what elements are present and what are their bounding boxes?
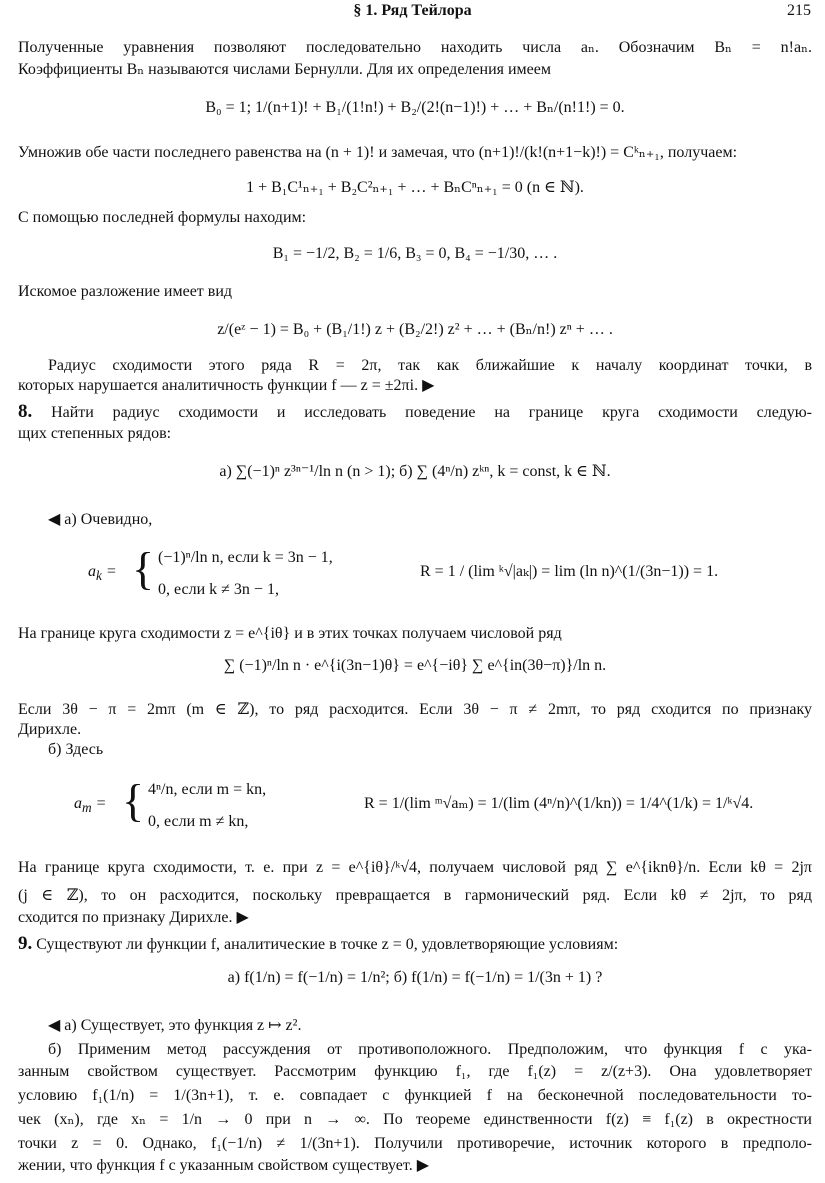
- equation-binomial-sum: 1 + B₁C¹ₙ₊₁ + B₂C²ₙ₊₁ + … + BₙCⁿₙ₊₁ = 0 (n ∈ ℕ).: [246, 179, 584, 196]
- paragraph-line: Если 3θ − π = 2mπ (m ∈ ℤ), то ряд расходится. Если 3θ − π ≠ 2mπ, то ряд сходится по признаку: [18, 701, 812, 718]
- equation-series-a-b: а) ∑(−1)ⁿ z³ⁿ⁻¹/ln n (n > 1); б) ∑ (4ⁿ/n) zᵏⁿ, k = const, k ∈ ℕ.: [219, 463, 611, 480]
- paragraph-line: Искомое разложение имеет вид: [18, 283, 233, 300]
- radius-formula: R = 1 / (lim ᵏ√|aₖ|) = lim (ln n)^(1/(3n−1)) = 1.: [420, 563, 719, 580]
- paragraph-line: Полученные уравнения позволяют последовательно находить числа aₙ. Обозначим Bₙ = n!aₙ.: [18, 39, 812, 56]
- section-title: § 1. Ряд Тейлора: [353, 2, 472, 19]
- paragraph-line: условию f₁(1/n) = 1/(3n+1), т. е. совпадает с функцией f на бесконечной последовательности то-: [18, 1087, 812, 1104]
- paragraph-line: щих степенных рядов:: [18, 425, 172, 442]
- case-line: 0, если m ≠ kn,: [148, 813, 249, 830]
- paragraph-line: сходится по признаку Дирихле. ▶: [18, 909, 249, 926]
- paragraph-line: которых нарушается аналитичность функции f — z = ±2πi. ▶: [18, 377, 435, 394]
- paragraph-line: ◀ а) Существует, это функция z ↦ z².: [48, 1017, 302, 1034]
- paragraph-line: чек (xₙ), где xₙ = 1/n → 0 при n → ∞. По теореме единственности f(z) ≡ f₁(z) в окрестности: [18, 1111, 812, 1128]
- paragraph-line: ◀ а) Очевидно,: [48, 511, 153, 528]
- paragraph-line: точки z = 0. Однако, f₁(−1/n) ≠ 1/(3n+1). Получили противоречие, источник которого в предполо-: [18, 1135, 812, 1152]
- equation-bernoulli-recurrence: B₀ = 1; 1/(n+1)! + B₁/(1!n!) + B₂/(2!(n−1)!) + … + Bₙ/(n!1!) = 0.: [205, 99, 625, 116]
- equation-coefficient-case-b: $a_m$ = { 4ⁿ/n, если m = kn, 0, если m ≠ kn, R = 1/(lim ᵐ√aₘ) = 1/(lim (4ⁿ/n)^(1/kn)) = 1/4^(1/k) = 1/ᵏ√4.: [74, 775, 754, 830]
- equation-coefficient-case: $a_k$ = { (−1)ⁿ/ln n, если k = 3n − 1, 0, если k ≠ 3n − 1, R = 1 / (lim ᵏ√|aₖ|) = lim (ln n)^(1/(3n−1)) = 1.: [88, 543, 719, 598]
- paragraph-line: б) Применим метод рассуждения от противоположного. Предположим, что функция f с ука-: [48, 1041, 812, 1058]
- paragraph-line: Умножив обе части последнего равенства на (n + 1)! и замечая, что (n+1)!/(k!(n+1−k)!) = Cᵏₙ₊₁, получаем:: [18, 144, 738, 161]
- radius-formula: R = 1/(lim ᵐ√aₘ) = 1/(lim (4ⁿ/n)^(1/kn)) = 1/4^(1/k) = 1/ᵏ√4.: [364, 795, 754, 812]
- paragraph-line: На границе круга сходимости z = e^{iθ} и в этих точках получаем числовой ряд: [18, 625, 562, 642]
- problem-text: Существуют ли функции f, аналитические в точке z = 0, удовлетворяющие условиям:: [36, 936, 619, 953]
- paragraph-line: С помощью последней формулы находим:: [18, 209, 307, 226]
- case-line: (−1)ⁿ/ln n, если k = 3n − 1,: [158, 549, 333, 566]
- case-line: 0, если k ≠ 3n − 1,: [158, 581, 279, 598]
- problem-9-line: [18, 934, 812, 954]
- paragraph-line: Радиус сходимости этого ряда R = 2π, так как ближайшие к началу координат точки, в: [48, 357, 812, 374]
- problem-number: 8.: [18, 402, 33, 422]
- equation-boundary-series: ∑ (−1)ⁿ/ln n · e^{i(3n−1)θ} = e^{−iθ} ∑ e^{in(3θ−π)}/ln n.: [223, 657, 607, 674]
- running-header: [0, 2, 825, 22]
- paragraph-line: жении, что функция f с указанным свойством существует. ▶: [18, 1157, 429, 1174]
- problem-text: Найти радиус сходимости и исследовать поведение на границе круга сходимости следую-: [51, 404, 812, 421]
- paragraph-line: Дирихле.: [18, 721, 82, 738]
- paragraph-line: (j ∈ ℤ), то он расходится, поскольку превращается в гармонический ряд. Если kθ ≠ 2jπ, то ряд: [18, 887, 812, 904]
- problem-number: 9.: [18, 934, 33, 954]
- paragraph-line: занным свойством существует. Рассмотрим функцию f₁, где f₁(z) = z/(z+3). Она удовлетворяет: [18, 1063, 812, 1080]
- equation-bernoulli-values: B₁ = −1/2, B₂ = 1/6, B₃ = 0, B₄ = −1/30, … .: [272, 245, 558, 262]
- problem-8-line: [18, 402, 812, 422]
- equation-conditions: а) f(1/n) = f(−1/n) = 1/n²; б) f(1/n) = f(−1/n) = 1/(3n + 1) ?: [227, 969, 603, 986]
- equation-series-expansion: z/(eᶻ − 1) = B₀ + (B₁/1!) z + (B₂/2!) z² + … + (Bₙ/n!) zⁿ + … .: [217, 321, 613, 338]
- paragraph-line: б) Здесь: [48, 741, 104, 758]
- paragraph-line: Коэффициенты Bₙ называются числами Бернулли. Для их определения имеем: [18, 61, 552, 78]
- paragraph-line: На границе круга сходимости, т. е. при z = e^{iθ}/ᵏ√4, получаем числовой ряд ∑ e^{iknθ}/n. Если kθ = 2jπ: [18, 859, 812, 876]
- page-number: 215: [787, 2, 811, 19]
- case-line: 4ⁿ/n, если m = kn,: [148, 781, 267, 798]
